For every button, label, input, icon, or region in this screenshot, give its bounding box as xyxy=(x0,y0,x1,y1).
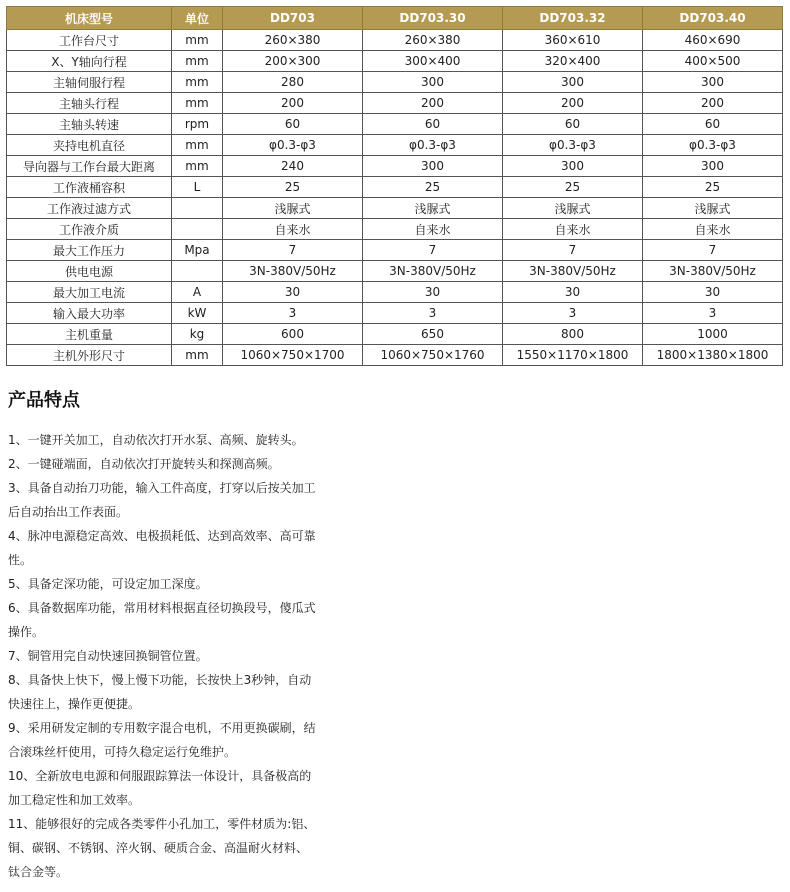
row-value: 3 xyxy=(223,303,363,324)
table-row xyxy=(7,261,783,282)
row-value: 25 xyxy=(643,177,783,198)
row-value: 7 xyxy=(503,240,643,261)
row-label: 主机重量 xyxy=(7,324,172,345)
feature-line: 4、脉冲电源稳定高效、电极损耗低、达到高效率、高可靠 xyxy=(8,529,316,543)
table-row xyxy=(7,30,783,51)
header-model-1: DD703 xyxy=(223,7,363,30)
table-row xyxy=(7,93,783,114)
row-value: 25 xyxy=(503,177,643,198)
row-unit: mm xyxy=(172,72,223,93)
table-row xyxy=(7,198,783,219)
row-label: 主轴伺服行程 xyxy=(7,72,172,93)
row-value: 300 xyxy=(363,72,503,93)
row-label: 主轴头行程 xyxy=(7,93,172,114)
row-value: 260×380 xyxy=(363,30,503,51)
row-label: 供电电源 xyxy=(7,261,172,282)
spec-table-header-row xyxy=(7,7,783,30)
row-value: 1000 xyxy=(643,324,783,345)
row-unit xyxy=(172,261,223,282)
feature-line: 后自动抬出工作表面。 xyxy=(8,505,129,519)
row-value: 3N-380V/50Hz xyxy=(503,261,643,282)
row-value: 自来水 xyxy=(503,219,643,240)
row-value: 3 xyxy=(503,303,643,324)
row-value: φ0.3-φ3 xyxy=(503,135,643,156)
features-title: 产品特点 xyxy=(8,390,80,411)
row-value: 浅脲式 xyxy=(503,198,643,219)
row-label: 最大加工电流 xyxy=(7,282,172,303)
row-value: 1800×1380×1800 xyxy=(643,345,783,366)
table-row xyxy=(7,282,783,303)
row-value: 300 xyxy=(643,72,783,93)
feature-line: 钛合金等。 xyxy=(8,865,69,879)
feature-line: 铜、碳钢、不锈钢、淬火钢、硬质合金、高温耐火材料、 xyxy=(8,841,309,855)
row-value: 60 xyxy=(503,114,643,135)
features-section xyxy=(8,388,380,884)
row-value: 200 xyxy=(223,93,363,114)
features-list xyxy=(8,428,380,884)
feature-line: 1、一键开关加工，自动依次打开水泵、高频、旋转头。 xyxy=(8,433,304,447)
row-label: 工作液过滤方式 xyxy=(7,198,172,219)
feature-line: 5、具备定深功能，可设定加工深度。 xyxy=(8,577,208,591)
row-value: φ0.3-φ3 xyxy=(363,135,503,156)
feature-line: 7、铜管用完自动快速回换铜管位置。 xyxy=(8,649,208,663)
row-unit: mm xyxy=(172,30,223,51)
table-row xyxy=(7,240,783,261)
header-unit: 单位 xyxy=(172,7,223,30)
table-row xyxy=(7,177,783,198)
row-unit: A xyxy=(172,282,223,303)
table-row xyxy=(7,345,783,366)
row-value: 浅脲式 xyxy=(363,198,503,219)
row-label: 导向器与工作台最大距离 xyxy=(7,156,172,177)
row-unit: mm xyxy=(172,345,223,366)
header-model-2: DD703.30 xyxy=(363,7,503,30)
feature-line: 3、具备自动抬刀功能，输入工件高度，打穿以后按关加工 xyxy=(8,481,316,495)
row-value: 260×380 xyxy=(223,30,363,51)
row-value: 7 xyxy=(643,240,783,261)
row-value: 240 xyxy=(223,156,363,177)
row-unit: kg xyxy=(172,324,223,345)
row-value: 200 xyxy=(363,93,503,114)
row-value: 650 xyxy=(363,324,503,345)
row-value: 60 xyxy=(643,114,783,135)
feature-line: 性。 xyxy=(8,553,33,567)
row-unit xyxy=(172,198,223,219)
row-label: 夹持电机直径 xyxy=(7,135,172,156)
header-model-3: DD703.32 xyxy=(503,7,643,30)
row-value: 3N-380V/50Hz xyxy=(643,261,783,282)
row-value: 300×400 xyxy=(363,51,503,72)
row-unit: kW xyxy=(172,303,223,324)
row-unit: L xyxy=(172,177,223,198)
row-unit xyxy=(172,219,223,240)
row-value: 自来水 xyxy=(223,219,363,240)
row-value: 300 xyxy=(503,156,643,177)
feature-line: 8、具备快上快下，慢上慢下功能，长按快上3秒钟，自动 xyxy=(8,673,312,687)
row-value: 800 xyxy=(503,324,643,345)
row-unit: mm xyxy=(172,51,223,72)
row-value: 200×300 xyxy=(223,51,363,72)
row-value: 3 xyxy=(363,303,503,324)
feature-line: 9、采用研发定制的专用数字混合电机，不用更换碳刷，结 xyxy=(8,721,316,735)
row-value: φ0.3-φ3 xyxy=(643,135,783,156)
row-value: 3N-380V/50Hz xyxy=(363,261,503,282)
row-value: 30 xyxy=(363,282,503,303)
table-row xyxy=(7,324,783,345)
row-value: 1060×750×1700 xyxy=(223,345,363,366)
row-label: 工作液介质 xyxy=(7,219,172,240)
row-value: 自来水 xyxy=(363,219,503,240)
row-value: 200 xyxy=(503,93,643,114)
row-value: 7 xyxy=(363,240,503,261)
feature-line: 加工稳定性和加工效率。 xyxy=(8,793,141,807)
table-row xyxy=(7,135,783,156)
row-value: 300 xyxy=(643,156,783,177)
table-row xyxy=(7,72,783,93)
row-label: 主轴头转速 xyxy=(7,114,172,135)
row-unit: mm xyxy=(172,156,223,177)
feature-line: 快速往上，操作更便捷。 xyxy=(8,697,141,711)
row-label: 最大工作压力 xyxy=(7,240,172,261)
row-value: 25 xyxy=(363,177,503,198)
row-value: 300 xyxy=(363,156,503,177)
row-value: 浅脲式 xyxy=(223,198,363,219)
row-value: 3N-380V/50Hz xyxy=(223,261,363,282)
spec-table-body xyxy=(7,30,783,366)
row-value: 300 xyxy=(503,72,643,93)
row-value: 30 xyxy=(223,282,363,303)
row-value: 60 xyxy=(223,114,363,135)
row-label: 主机外形尺寸 xyxy=(7,345,172,366)
row-value: φ0.3-φ3 xyxy=(223,135,363,156)
row-value: 1550×1170×1800 xyxy=(503,345,643,366)
row-value: 1060×750×1760 xyxy=(363,345,503,366)
row-value: 60 xyxy=(363,114,503,135)
spec-table xyxy=(6,6,783,366)
row-value: 自来水 xyxy=(643,219,783,240)
table-row xyxy=(7,51,783,72)
feature-line: 合滚珠丝杆使用，可持久稳定运行免维护。 xyxy=(8,745,237,759)
row-value: 7 xyxy=(223,240,363,261)
row-unit: mm xyxy=(172,93,223,114)
feature-line: 操作。 xyxy=(8,625,45,639)
row-label: 工作液桶容积 xyxy=(7,177,172,198)
table-row xyxy=(7,219,783,240)
table-row xyxy=(7,156,783,177)
row-label: X、Y轴向行程 xyxy=(7,51,172,72)
row-value: 460×690 xyxy=(643,30,783,51)
table-row xyxy=(7,114,783,135)
feature-line: 2、一键碰端面，自动依次打开旋转头和探测高频。 xyxy=(8,457,280,471)
feature-line: 6、具备数据库功能，常用材料根据直径切换段号，傻瓜式 xyxy=(8,601,316,615)
header-model-4: DD703.40 xyxy=(643,7,783,30)
row-value: 30 xyxy=(643,282,783,303)
row-unit: Mpa xyxy=(172,240,223,261)
row-value: 600 xyxy=(223,324,363,345)
row-label: 工作台尺寸 xyxy=(7,30,172,51)
row-unit: mm xyxy=(172,135,223,156)
row-value: 320×400 xyxy=(503,51,643,72)
row-value: 360×610 xyxy=(503,30,643,51)
table-row xyxy=(7,303,783,324)
feature-line: 11、能够很好的完成各类零件小孔加工，零件材质为:铝、 xyxy=(8,817,316,831)
row-value: 280 xyxy=(223,72,363,93)
feature-line: 10、全新放电电源和伺服跟踪算法一体设计，具备极高的 xyxy=(8,769,312,783)
row-value: 400×500 xyxy=(643,51,783,72)
row-value: 200 xyxy=(643,93,783,114)
row-value: 30 xyxy=(503,282,643,303)
row-unit: rpm xyxy=(172,114,223,135)
row-value: 3 xyxy=(643,303,783,324)
row-value: 25 xyxy=(223,177,363,198)
row-value: 浅脲式 xyxy=(643,198,783,219)
header-model: 机床型号 xyxy=(7,7,172,30)
row-label: 输入最大功率 xyxy=(7,303,172,324)
